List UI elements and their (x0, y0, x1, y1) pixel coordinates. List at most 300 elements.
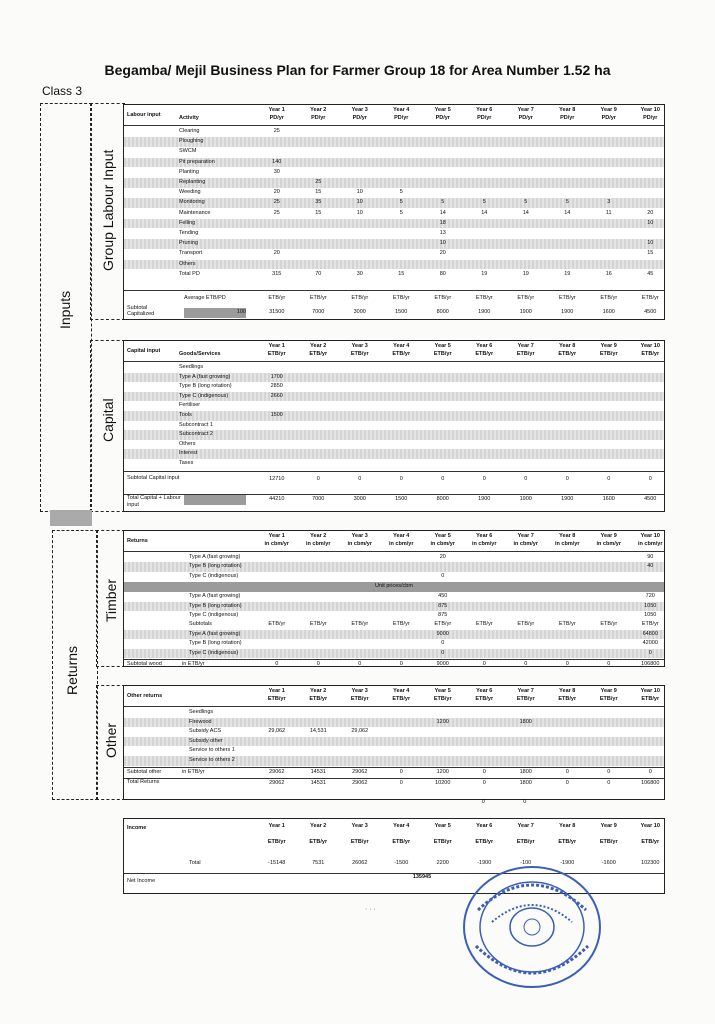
avg-unit-cell: ETB/yr (309, 295, 327, 301)
labour-row (124, 137, 664, 147)
other-row (124, 746, 664, 756)
header-year: Year 1 (268, 107, 285, 113)
avg-unit-cell: ETB/yr (641, 295, 659, 301)
subtotal-wood-cell: 0 (399, 661, 403, 667)
income-unit: ETB/yr (558, 839, 577, 845)
header-unit: in cbm/yr (430, 541, 455, 547)
income-total-cell: 102300 (641, 860, 660, 866)
header-divider (124, 551, 664, 552)
header-year: Year 10 (640, 533, 660, 539)
timber-price-row-cell: 875 (438, 602, 448, 609)
labour-row-cell: 10 (647, 219, 654, 226)
header-unit: in cbm/yr (555, 541, 580, 547)
income-year: Year 3 (351, 823, 368, 829)
row-label: SWCM (179, 148, 197, 155)
labour-row-cell: 315 (272, 270, 282, 277)
income-unit: ETB/yr (475, 839, 494, 845)
total-returns-cell: 0 (607, 779, 611, 786)
labour-row (124, 209, 664, 219)
header-col1: Capital input (127, 348, 161, 354)
header-divider (124, 125, 664, 126)
labour-table (123, 104, 665, 320)
income-year: Year 7 (517, 823, 534, 829)
subtotal-other-cell: 0 (565, 768, 569, 775)
header-unit: ETB/yr (433, 696, 452, 702)
income-unit: ETB/yr (267, 839, 286, 845)
labour-row-cell: 25 (273, 199, 280, 206)
labour-row-cell: 5 (399, 199, 403, 206)
timber-volume-row (124, 553, 664, 563)
capital-subtotal-cell: 0 (358, 475, 362, 482)
header-col1: Labour input (127, 112, 161, 118)
header-year: Year 2 (310, 107, 327, 113)
labour-row (124, 249, 664, 259)
total-capital-cell: 1500 (395, 495, 408, 502)
timber-price-row (124, 602, 664, 612)
header-year: Year 3 (351, 533, 368, 539)
capital-row (124, 449, 664, 459)
subtotal-wood-unit: in ETB/yr (182, 661, 205, 667)
capital-subtotal-cell: 0 (524, 475, 528, 482)
capital-label: Capital (100, 398, 116, 442)
labour-row-cell: 30 (356, 270, 363, 277)
other-row (124, 727, 664, 737)
capital-row (124, 421, 664, 431)
header-year: Year 3 (351, 688, 368, 694)
header-unit: PD/yr (601, 115, 616, 121)
labour-row-cell: 13 (439, 230, 446, 236)
labour-row (124, 239, 664, 249)
row-label: Felling (179, 219, 196, 226)
row-label: Fertiliser (179, 402, 201, 409)
labour-subtotal-cell: 4500 (644, 309, 657, 315)
timber-volume-row-cell: 0 (441, 572, 445, 579)
capital-row (124, 382, 664, 392)
timber-subtotal-row-cell: 42000 (642, 640, 658, 647)
avg-label: Average ETB/PD (184, 295, 226, 301)
separator-block (50, 510, 92, 526)
capital-subtotal-cell: 0 (316, 475, 320, 482)
header-unit: in cbm/yr (347, 541, 372, 547)
labour-row (124, 260, 664, 270)
row-label: Seedlings (179, 364, 204, 370)
labour-row (124, 178, 664, 188)
header-unit: ETB/yr (516, 351, 535, 357)
total-returns-cell: 29062 (269, 779, 285, 786)
labour-row-cell: 14 (439, 209, 446, 216)
subtotal-wood-cell: 0 (482, 661, 486, 667)
header-year: Year 8 (559, 533, 576, 539)
labour-row (124, 229, 664, 239)
labour-row-cell: 20 (647, 209, 654, 216)
other-row-cell: 1200 (436, 718, 449, 725)
labour-row-cell: 5 (565, 199, 569, 206)
total-returns-cell: 0 (399, 779, 403, 786)
capital-subtotal-label: Subtotal Capital input (127, 474, 180, 481)
capital-row (124, 440, 664, 450)
labour-row-cell: 10 (647, 240, 654, 247)
row-label: Maintenance (179, 209, 211, 216)
labour-subtotal-cell: 3000 (353, 309, 366, 315)
table-header (124, 107, 664, 125)
header-unit: in cbm/yr (264, 541, 289, 547)
header-year: Year 6 (476, 107, 493, 113)
labour-row-cell: 5 (482, 199, 486, 206)
header-unit: ETB/yr (641, 351, 660, 357)
capital-table (123, 340, 665, 512)
header-unit: in cbm/yr (472, 541, 497, 547)
subtotal-other-unit: in ETB/yr (182, 768, 205, 775)
header-year: Year 7 (517, 533, 534, 539)
subtotal-wood-row (124, 660, 664, 670)
income-year: Year 1 (268, 823, 285, 829)
labour-row (124, 147, 664, 157)
header-unit: ETB/yr (267, 696, 286, 702)
subtotal-other-cell: 0 (607, 768, 611, 775)
labour-subtotal-cell: 7000 (312, 309, 325, 315)
header-year: Year 2 (310, 343, 327, 349)
returns-below-cell: 0 (523, 799, 527, 805)
subtotals-unit-cell: ETB/yr (600, 621, 618, 628)
avg-unit-cell: ETB/yr (517, 295, 535, 301)
header-divider (124, 706, 664, 707)
labour-row-cell: 14 (522, 209, 529, 216)
labour-subtotal-cell: 1500 (395, 309, 408, 315)
header-unit: ETB/yr (309, 696, 328, 702)
header-unit: in cbm/yr (306, 541, 331, 547)
income-unit: ETB/yr (309, 839, 328, 845)
other-table (123, 685, 665, 800)
labour-row-cell: 15 (315, 209, 322, 216)
avg-value-box: 100 (184, 308, 246, 318)
total-returns-row (124, 779, 664, 795)
timber-subtotal-row-cell: 0 (441, 649, 445, 656)
header-year: Year 9 (600, 688, 617, 694)
labour-subtotal-cell: 1900 (561, 309, 574, 315)
income-year: Year 8 (559, 823, 576, 829)
avg-header-row (124, 294, 664, 304)
row-label: Type B (long rotation) (189, 640, 242, 647)
income-year: Year 6 (476, 823, 493, 829)
total-capital-cell: 1900 (561, 495, 574, 502)
total-returns-label: Total Returns (127, 778, 160, 785)
labour-row (124, 188, 664, 198)
timber-price-row (124, 592, 664, 602)
avg-unit-cell: ETB/yr (600, 295, 618, 301)
subtotals-unit-cell: ETB/yr (475, 621, 493, 628)
labour-subtotal-cell: 31500 (269, 309, 285, 315)
total-returns-cell: 1800 (519, 779, 532, 786)
capital-row (124, 411, 664, 421)
capital-subtotal-cell: 0 (441, 475, 445, 482)
timber-volume-row-cell: 90 (647, 554, 654, 560)
capital-row-cell: 1700 (270, 373, 283, 380)
capital-subtotal-row (124, 475, 664, 493)
labour-row (124, 198, 664, 208)
income-total-cell: -1600 (601, 860, 616, 866)
labour-row (124, 219, 664, 229)
row-label: Type C (indigenous) (179, 392, 229, 399)
labour-row-cell: 20 (439, 250, 446, 257)
timber-volume-row (124, 572, 664, 582)
header-year: Year 8 (559, 688, 576, 694)
other-row-cell: 29,062 (268, 728, 286, 735)
header-unit: ETB/yr (267, 351, 286, 357)
total-capital-cell: 44210 (269, 495, 285, 502)
row-label: Ploughing (179, 138, 204, 145)
subtotal-wood-cell: 0 (524, 661, 528, 667)
labour-row-cell: 14 (564, 209, 571, 216)
labour-row-cell: 10 (356, 189, 363, 196)
header-year: Year 7 (517, 107, 534, 113)
total-capital-label: Total Capital + Labour input (127, 494, 181, 508)
header-year: Year 3 (351, 107, 368, 113)
timber-subtotal-row (124, 639, 664, 649)
price-bar-label: Unit prices/cbm (375, 583, 413, 590)
capital-row-cell: 2850 (270, 383, 283, 390)
header-unit: ETB/yr (475, 696, 494, 702)
capital-row (124, 430, 664, 440)
other-row (124, 718, 664, 728)
capital-row-cell: 2660 (270, 392, 283, 399)
row-label: Subcontract 1 (179, 421, 213, 428)
labour-row (124, 127, 664, 137)
header-unit: ETB/yr (309, 351, 328, 357)
header-col2: Goods/Services (179, 351, 221, 357)
header-year: Year 8 (559, 107, 576, 113)
income-unit: ETB/yr (599, 839, 618, 845)
labour-row-cell: 5 (524, 199, 528, 206)
labour-subtotal-cell: 1900 (478, 309, 491, 315)
header-unit: ETB/yr (558, 351, 577, 357)
returns-below-cell: 0 (481, 799, 485, 805)
header-col2: Activity (179, 115, 199, 121)
labour-row-cell: 11 (605, 209, 612, 216)
total-returns-cell: 29062 (352, 779, 368, 786)
header-year: Year 9 (600, 107, 617, 113)
capital-subtotal-cell: 12710 (269, 475, 285, 482)
net-income-value: 135945 (412, 874, 432, 880)
labour-subtotal-cell: 8000 (436, 309, 449, 315)
header-year: Year 10 (640, 688, 660, 694)
row-label: Service to others 1 (189, 747, 235, 754)
income-year: Year 10 (640, 823, 660, 829)
labour-row-cell: 5 (399, 189, 403, 196)
total-returns-cell: 14531 (310, 779, 326, 786)
row-label: Firewood (189, 718, 212, 725)
subtotal-wood-cell: 9000 (436, 661, 449, 667)
timber-subtotal-row (124, 630, 664, 640)
capital-row (124, 373, 664, 383)
income-total-cell: -15148 (268, 860, 286, 866)
income-year: Year 9 (600, 823, 617, 829)
row-label: Type B (long rotation) (179, 383, 232, 390)
price-bar (124, 582, 664, 592)
capital-divider (124, 471, 664, 472)
other-row (124, 708, 664, 718)
header-col1: Returns (127, 538, 148, 544)
timber-volume-row (124, 562, 664, 572)
income-total-cell: -1900 (560, 860, 575, 866)
total-capital-cell: 8000 (436, 495, 449, 502)
labour-row-cell: 20 (273, 189, 280, 196)
header-unit: ETB/yr (475, 351, 494, 357)
labour-row-cell: 25 (273, 128, 280, 134)
total-capital-cell: 4500 (644, 495, 657, 502)
returns-label: Returns (64, 645, 80, 695)
table-header (124, 533, 664, 551)
income-total-cell: -1900 (477, 860, 492, 866)
timber-price-row-cell: 450 (438, 593, 448, 600)
subtotals-label: Subtotals (189, 621, 212, 628)
official-stamp (458, 862, 606, 992)
smudge-mark: · · · (365, 906, 376, 913)
labour-row-cell: 19 (564, 270, 571, 277)
income-total-cell: -1500 (394, 860, 409, 866)
other-row-cell: 14,531 (309, 728, 327, 735)
row-label: Subsidy other (189, 737, 223, 744)
capital-row (124, 459, 664, 469)
total-returns-cell: 106800 (641, 779, 660, 786)
avg-unit-cell: ETB/yr (268, 295, 286, 301)
row-label: Type A (fast growing) (189, 593, 241, 600)
labour-row-cell: 25 (273, 209, 280, 216)
timber-price-row-cell: 1050 (644, 602, 657, 609)
subtotals-unit-cell: ETB/yr (392, 621, 410, 628)
income-unit: ETB/yr (392, 839, 411, 845)
labour-row-cell: 45 (647, 270, 654, 277)
timber-price-row (124, 611, 664, 621)
subtotal-wood-cell: 0 (607, 661, 611, 667)
labour-row-cell: 25 (315, 179, 322, 185)
capital-subtotal-cell: 0 (399, 475, 403, 482)
header-year: Year 6 (476, 533, 493, 539)
table-header (124, 343, 664, 361)
total-capital-cell: 3000 (353, 495, 366, 502)
other-row-cell: 29,062 (351, 728, 369, 735)
income-total-cell: 26062 (352, 860, 368, 866)
subtotal-other-row (124, 768, 664, 778)
capital-subtotal-cell: 0 (482, 475, 486, 482)
labour-row (124, 158, 664, 168)
capitalized-label: Capitalized (127, 311, 155, 317)
row-label: Type B (long rotation) (189, 563, 242, 570)
timber-price-row-cell: 720 (645, 593, 655, 600)
labour-row (124, 168, 664, 178)
subtotal-other-cell: 1800 (519, 768, 532, 775)
subtotal-other-cell: 0 (648, 768, 652, 775)
labour-row-cell: 20 (273, 250, 280, 257)
total-capital-box (184, 495, 246, 505)
row-label: Type C (indigenous) (189, 649, 239, 656)
header-year: Year 7 (517, 343, 534, 349)
labour-row-cell: 5 (441, 199, 445, 206)
row-label: Taxes (179, 460, 194, 466)
row-label: Seedlings (189, 709, 214, 715)
other-row (124, 756, 664, 766)
row-label: Type B (long rotation) (189, 602, 242, 609)
header-divider (124, 361, 664, 362)
header-unit: in cbm/yr (513, 541, 538, 547)
subtotal-wood-cell: 0 (358, 661, 362, 667)
row-label: Clearing (179, 128, 200, 134)
timber-volume-row-cell: 20 (439, 554, 446, 560)
row-label: Others (179, 260, 196, 267)
header-year: Year 9 (600, 533, 617, 539)
row-label: Subsidy ACS (189, 728, 222, 735)
avg-unit-cell: ETB/yr (558, 295, 576, 301)
timber-price-row-cell: 875 (438, 612, 448, 618)
labour-row-cell: 16 (605, 270, 612, 277)
income-unit: ETB/yr (516, 839, 535, 845)
header-year: Year 1 (268, 688, 285, 694)
labour-subtotal-cell: 1900 (519, 309, 532, 315)
subtotal-label: Subtotal (127, 305, 148, 311)
capital-subtotal-cell: 0 (648, 475, 652, 482)
class-label: Class 3 (42, 84, 83, 98)
avg-unit-cell: ETB/yr (351, 295, 369, 301)
net-income-label: Net Income (127, 878, 156, 884)
labour-row-cell: 3 (607, 199, 611, 206)
table-header (124, 688, 664, 706)
subtotals-unit-cell: ETB/yr (434, 621, 452, 628)
income-total-cell: -100 (520, 860, 532, 866)
row-label: Replanting (179, 179, 206, 185)
income-total-label: Total (189, 860, 201, 866)
header-unit: PD/yr (394, 115, 409, 121)
timber-price-row-cell: 1050 (644, 612, 657, 618)
subtotal-other-cell: 14531 (310, 768, 326, 775)
other-label: Other (103, 722, 119, 758)
labour-row-cell: 140 (272, 158, 282, 165)
capital-row (124, 392, 664, 402)
header-unit: PD/yr (560, 115, 575, 121)
header-year: Year 10 (640, 107, 660, 113)
header-year: Year 6 (476, 343, 493, 349)
subtotal-other-cell: 29062 (269, 768, 285, 775)
header-year: Year 8 (559, 343, 576, 349)
row-label: Pit preparation (179, 158, 215, 165)
subtotal-wood-label: Subtotal wood (127, 661, 162, 667)
header-year: Year 4 (393, 688, 410, 694)
header-year: Year 1 (268, 343, 285, 349)
header-unit: in cbm/yr (389, 541, 414, 547)
income-year: Year 5 (434, 823, 451, 829)
header-unit: PD/yr (518, 115, 533, 121)
header-year: Year 5 (434, 688, 451, 694)
labour-row-cell: 10 (356, 199, 363, 206)
avg-unit-cell: ETB/yr (475, 295, 493, 301)
labour-subtotal-cell: 1600 (602, 309, 615, 315)
labour-row (124, 270, 664, 280)
header-unit: in cbm/yr (596, 541, 621, 547)
labour-row-cell: 80 (439, 270, 446, 277)
avg-unit-cell: ETB/yr (392, 295, 410, 301)
row-label: Tending (179, 230, 199, 236)
subtotal-wood-cell: 0 (275, 661, 279, 667)
row-label: Total PD (179, 270, 200, 277)
subtotals-unit-cell: ETB/yr (641, 621, 659, 628)
row-label: Interest (179, 450, 198, 457)
page-title: Begamba/ Mejil Business Plan for Farmer Group 18 for Area Number 1.52 ha (104, 62, 611, 78)
header-unit: PD/yr (311, 115, 326, 121)
labour-row-cell: 19 (522, 270, 529, 277)
header-col1: Other returns (127, 693, 163, 699)
total-capital-cell: 7000 (312, 495, 325, 502)
row-label: Weeding (179, 189, 201, 196)
other-row-cell: 1800 (519, 718, 532, 725)
header-unit: ETB/yr (392, 696, 411, 702)
